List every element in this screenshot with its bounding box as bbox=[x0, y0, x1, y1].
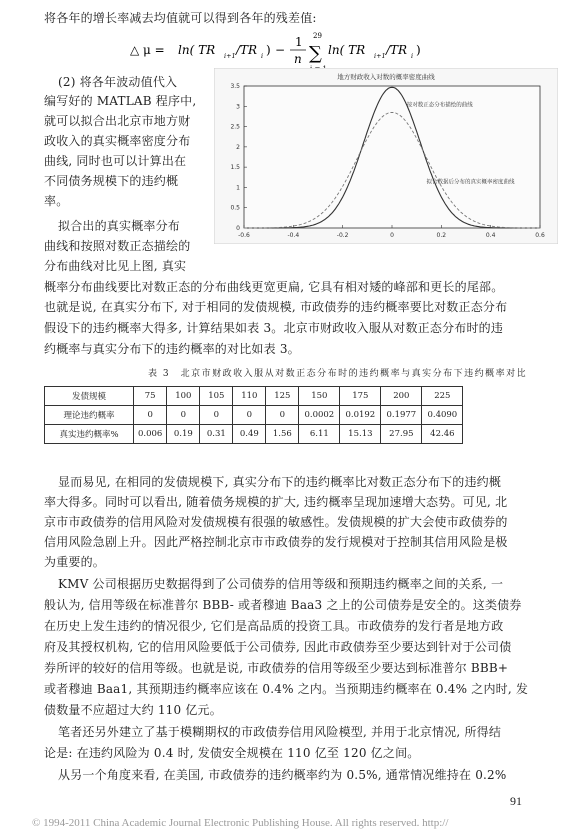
x-tick-label: -0.4 bbox=[287, 232, 300, 239]
row-label: 发债规模 bbox=[45, 387, 134, 406]
table-cell: 0.49 bbox=[233, 425, 266, 444]
x-tick-label: -0.2 bbox=[336, 232, 349, 239]
para2-line: (2) 将各年波动值代入 bbox=[58, 75, 178, 89]
y-tick-label: 2 bbox=[236, 143, 240, 151]
table-cell: 1.56 bbox=[266, 425, 299, 444]
para3-line: 显而易见, 在相同的发债规模下, 真实分布下的违约概率比对数正态分布下的违约概 bbox=[58, 475, 502, 489]
para2-line: 编写好的 MATLAB 程序中, bbox=[44, 94, 197, 108]
para4-line: 券所评的较好的信用等级。也就是说, 市政债券的信用等级至少要达到标准普尔 BBB+ bbox=[44, 661, 509, 675]
formula-sub4: i bbox=[411, 52, 414, 60]
table-cell: 225 bbox=[422, 387, 463, 406]
table-cell: 0 bbox=[167, 406, 200, 425]
formula-sub2: i bbox=[261, 52, 264, 60]
para4-line: 般认为, 信用等级在标准普尔 BBB- 或者穆迪 Baa3 之上的公司债券是安全的。这类债券 bbox=[44, 598, 522, 612]
para2-line: 政收入的真实概率密度分布 bbox=[44, 134, 191, 148]
table-cell: 200 bbox=[381, 387, 422, 406]
para2-line: 曲线, 同时也可以计算出在 bbox=[44, 154, 187, 168]
table-cell: 42.46 bbox=[422, 425, 463, 444]
table-cell: 15.13 bbox=[340, 425, 381, 444]
formula-close1: ) bbox=[266, 43, 271, 57]
y-tick-label: 0 bbox=[236, 225, 240, 232]
x-tick-label: 0 bbox=[390, 232, 394, 239]
table-cell: 0.0002 bbox=[299, 406, 340, 425]
table-cell: 0 bbox=[134, 406, 167, 425]
para4-line: 在历史上发生违约的情况很少, 它们是高品质的投资工具。市政债券的发行者是地方政 bbox=[44, 619, 504, 633]
y-tick-label: 0.5 bbox=[230, 204, 240, 212]
para4-line: 府及其授权机构, 它的信用风险要低于公司债券, 因此市政债券至少要达到针对于公司债 bbox=[44, 640, 512, 654]
row-label: 理论违约概率 bbox=[45, 406, 134, 425]
x-tick-label: 0.6 bbox=[535, 232, 545, 239]
table-caption: 表 3 北京市财政收入服从对数正态分布时的违约概率与真实分布下违约概率对比 bbox=[148, 369, 528, 379]
density-chart bbox=[214, 68, 558, 244]
table-cell: 0.0192 bbox=[340, 406, 381, 425]
formula-frac-den: n bbox=[294, 52, 302, 66]
table-row bbox=[45, 406, 463, 425]
formula-close2: ) bbox=[416, 43, 421, 57]
table-cell: 75 bbox=[134, 387, 167, 406]
para2-line: 曲线和按照对数正态描绘的 bbox=[44, 239, 191, 253]
x-tick-label: -0.6 bbox=[238, 232, 250, 239]
para4-line: 或者穆迪 Baa1, 其预期违约概率应该在 0.4% 之内。当预期违约概率在 0.4% 之内时, 发 bbox=[44, 682, 529, 696]
table-cell: 105 bbox=[200, 387, 233, 406]
para2-line: 不同债务规模下的违约概 bbox=[44, 174, 179, 188]
para2b-line: 概率分布曲线要比对数正态的分布曲线更宽更扁, 它具有相对矮的峰部和更长的尾部。 bbox=[44, 280, 504, 294]
table-cell: 6.11 bbox=[299, 425, 340, 444]
para3-line: 率大得多。同时可以看出, 随着债务规模的扩大, 违约概率呈现加速增大态势。可见, 北 bbox=[44, 495, 508, 509]
copyright-footer: © 1994-2011 China Academic Journal Electronic Publishing House. All rights reserved. http:// bbox=[32, 817, 449, 829]
formula-minus: − bbox=[275, 43, 286, 57]
para4-line: 债数量不应超过大约 110 亿元。 bbox=[44, 703, 222, 717]
table-cell: 0.31 bbox=[200, 425, 233, 444]
table-cell: 0 bbox=[200, 406, 233, 425]
para3-line: 信用风险急剧上升。因此严格控制北京市市政债券的发行规模对于控制其信用风险是极 bbox=[44, 535, 508, 549]
table-cell: 0.4090 bbox=[422, 406, 463, 425]
para5-line: 从另一个角度来看, 在美国, 市政债券的违约概率约为 0.5%, 通常情况维持在 0.2% bbox=[58, 768, 507, 782]
para2b-line: 假设下的违约概率大得多, 计算结果如表 3。北京市财政收入服从对数正态分布时的违 bbox=[44, 321, 504, 335]
table-cell: 27.95 bbox=[381, 425, 422, 444]
y-tick-label: 3 bbox=[236, 103, 240, 111]
table-cell: 175 bbox=[340, 387, 381, 406]
y-tick-label: 1 bbox=[236, 184, 240, 192]
formula-sub3: i+1 bbox=[374, 52, 386, 60]
table-cell: 110 bbox=[233, 387, 266, 406]
para3-line: 京市市政债券的信用风险对发债规模有很强的敏感性。发债规模的扩大会使市政债券的 bbox=[44, 515, 508, 529]
para4-line: KMV 公司根据历史数据得到了公司债券的信用等级和预期违约概率之间的关系, 一 bbox=[58, 577, 504, 591]
para2b-line: 约概率与真实分布下的违约概率的对比如表 3。 bbox=[44, 342, 300, 356]
table-cell: 100 bbox=[167, 387, 200, 406]
table-cell: 0.006 bbox=[134, 425, 167, 444]
table-row bbox=[45, 387, 463, 406]
intro-line: 将各年的增长率减去均值就可以得到各年的残差值: bbox=[44, 11, 317, 25]
plot-area bbox=[244, 86, 540, 228]
x-tick-label: 0.4 bbox=[485, 232, 496, 239]
para2-line: 分布曲线对比见上图, 真实 bbox=[44, 259, 187, 273]
para2-line: 率。 bbox=[44, 194, 69, 208]
formula-mid2: /TR bbox=[386, 43, 408, 57]
x-tick-label: 0.2 bbox=[436, 232, 447, 239]
table-cell: 0.19 bbox=[167, 425, 200, 444]
page-number: 91 bbox=[510, 794, 522, 808]
formula-term2: ln( TR bbox=[328, 43, 366, 57]
formula-term1: ln( TR bbox=[178, 43, 216, 57]
formula-lhs: △ μ = bbox=[130, 43, 165, 57]
para2b-line: 也就是说, 在真实分布下, 对于相同的发债规模, 市政债券的违约概率要比对数正态分布 bbox=[44, 300, 508, 314]
table-cell: 150 bbox=[299, 387, 340, 406]
y-tick-label: 1.5 bbox=[230, 164, 240, 172]
para2-line: 就可以拟合出北京市地方财 bbox=[44, 114, 191, 128]
formula-frac-num: 1 bbox=[295, 35, 303, 49]
density-chart-svg bbox=[214, 68, 558, 244]
table-row bbox=[45, 425, 463, 444]
sigma-icon: ∑ bbox=[309, 43, 322, 64]
legend-series-2: 拟合数据后分布的真实概率密度曲线 bbox=[426, 179, 515, 186]
y-tick-label: 2.5 bbox=[230, 123, 240, 131]
y-tick-label: 3.5 bbox=[230, 83, 240, 90]
legend-series-1: 按对数正态分布描绘的曲线 bbox=[406, 102, 473, 109]
para5-line: 论是: 在违约风险为 0.4 时, 发债安全规模在 110 亿至 120 亿之间。 bbox=[44, 746, 420, 760]
table-cell: 125 bbox=[266, 387, 299, 406]
table-cell: 0.1977 bbox=[381, 406, 422, 425]
table-cell: 0 bbox=[266, 406, 299, 425]
formula-sub1: i+1 bbox=[224, 52, 236, 60]
formula-mid1: /TR bbox=[236, 43, 258, 57]
para2-line: 拟合出的真实概率分布 bbox=[58, 219, 181, 233]
formula-sum-top: 29 bbox=[313, 32, 322, 40]
para3-line: 为重要的。 bbox=[44, 555, 106, 569]
default-probability-table bbox=[44, 386, 463, 444]
table-cell: 0 bbox=[233, 406, 266, 425]
row-label: 真实违约概率% bbox=[45, 425, 134, 444]
para5-line: 笔者还另外建立了基于模糊期权的市政债券信用风险模型, 并用于北京情况, 所得结 bbox=[58, 725, 502, 739]
chart-title: 地方财政收入对数的概率密度曲线 bbox=[337, 73, 435, 81]
